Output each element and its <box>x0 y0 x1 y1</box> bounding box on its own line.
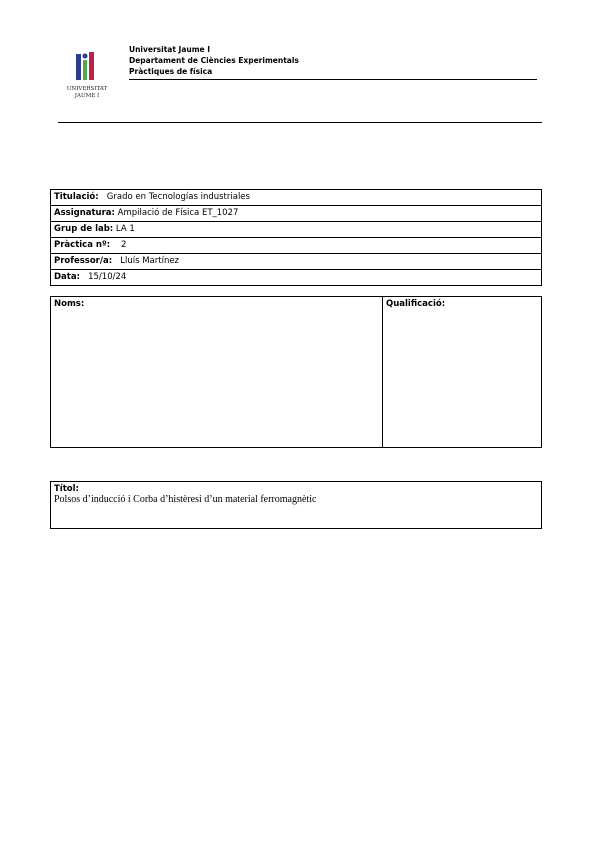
header-university: Universitat Jaume I <box>129 45 211 54</box>
data-label: Data: <box>54 272 80 282</box>
grup-value: LA 1 <box>115 224 135 234</box>
logo-text-line2: JAUME I <box>74 93 100 99</box>
info-table <box>50 189 542 286</box>
noms-label: Noms: <box>54 299 85 309</box>
university-emblem-icon <box>74 50 96 84</box>
info-row-professor <box>51 254 541 270</box>
titulacio-value: Grado en Tecnologías industriales <box>106 192 250 202</box>
names-cell <box>51 297 383 447</box>
page-divider <box>58 122 542 123</box>
practica-label: Pràctica nº: <box>54 240 111 250</box>
header-department: Departament de Ciències Experimentals <box>129 56 299 65</box>
logo-text-line1: UNIVERSITAT <box>66 86 108 92</box>
title-box <box>50 481 542 529</box>
info-row-practica <box>51 238 541 254</box>
qualificacio-label: Qualificació: <box>386 299 446 309</box>
info-row-assignatura <box>51 206 541 222</box>
grup-label: Grup de lab: <box>54 224 114 234</box>
data-value: 15/10/24 <box>88 272 127 282</box>
professor-value: Lluís Martínez <box>120 256 180 266</box>
info-row-data <box>51 270 541 285</box>
assignatura-value: Ampilació de Física ET_1027 <box>117 208 239 218</box>
practica-value: 2 <box>120 240 127 250</box>
university-logo <box>62 50 112 106</box>
document-header <box>129 44 299 77</box>
titulacio-label: Titulació: <box>54 192 99 202</box>
assignatura-label: Assignatura: <box>54 208 115 218</box>
names-grade-box <box>50 296 542 448</box>
titol-label: Títol: <box>54 484 79 494</box>
info-row-titulacio <box>51 190 541 206</box>
header-course: Pràctiques de física <box>129 67 213 76</box>
titol-value: Polsos d’inducció i Corba d’histèresi d’un material ferromagnètic <box>54 494 317 505</box>
info-row-grup <box>51 222 541 238</box>
professor-label: Professor/a: <box>54 256 113 266</box>
header-divider <box>129 79 537 80</box>
grade-cell <box>383 297 448 311</box>
